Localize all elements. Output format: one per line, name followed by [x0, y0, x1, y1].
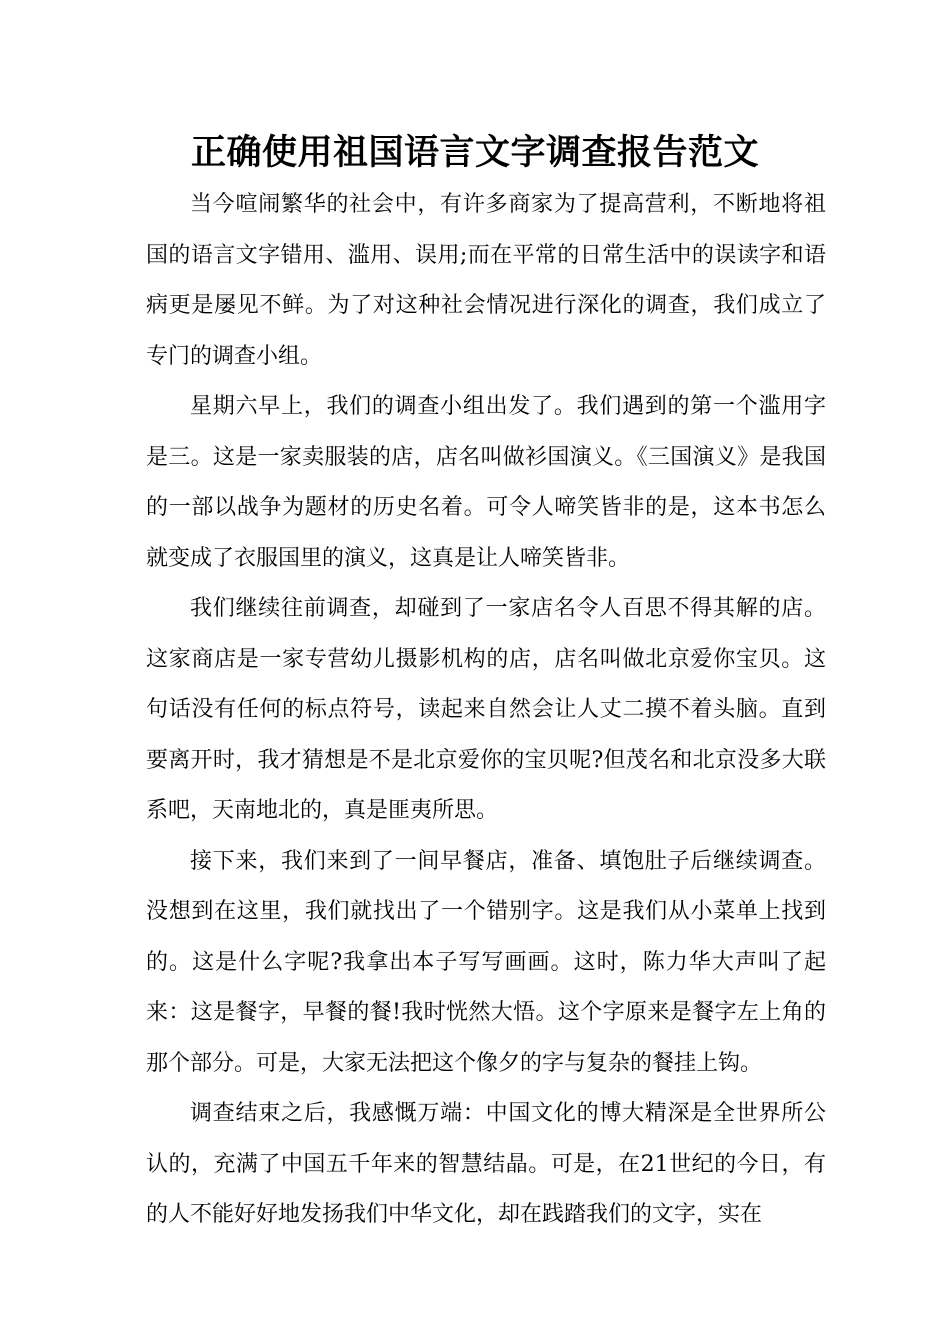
paragraph-4: 接下来，我们来到了一间早餐店，准备、填饱肚子后继续调查。没想到在这里，我们就找出了一个错别字。这是我们从小菜单上找到的。这是什么字呢?我拿出本子写写画画。这时，陈力华大声叫了起来：这是餐字，早餐的餐!我时恍然大悟。这个字原来是餐字左上角的那个部分。可是，大家无法把这个像夕的字与复杂的餐挂上钩。	[146, 848, 826, 1076]
paragraph-3: 我们继续往前调查，却碰到了一家店名令人百思不得其解的店。这家商店是一家专营幼儿摄影机构的店，店名叫做北京爱你宝贝。这句话没有任何的标点符号，读起来自然会让人丈二摸不着头脑。直到要离开时，我才猜想是不是北京爱你的宝贝呢?但茂名和北京没多大联系吧，天南地北的，真是匪夷所思。	[146, 596, 826, 823]
document-body	[146, 180, 826, 1241]
document-title: 正确使用祖国语言文字调查报告范文	[190, 132, 759, 173]
paragraph-5: 调查结束之后，我感慨万端：中国文化的博大精深是全世界所公认的，充满了中国五千年来的智慧结晶。可是，在21世纪的今日，有的人不能好好地发扬我们中华文化，却在践踏我们的文字，实在	[146, 1101, 826, 1227]
paragraph-1: 当今喧闹繁华的社会中，有许多商家为了提高营利，不断地将祖国的语言文字错用、滥用、误用;而在平常的日常生活中的误读字和语病更是屡见不鲜。为了对这种社会情况进行深化的调查，我们成立了专门的调查小组。	[146, 192, 826, 369]
paragraph-2: 星期六早上，我们的调查小组出发了。我们遇到的第一个滥用字是三。这是一家卖服装的店，店名叫做衫国演义。《三国演义》是我国的一部以战争为题材的历史名着。可令人啼笑皆非的是，这本书怎么就变成了衣服国里的演义，这真是让人啼笑皆非。	[146, 394, 826, 571]
